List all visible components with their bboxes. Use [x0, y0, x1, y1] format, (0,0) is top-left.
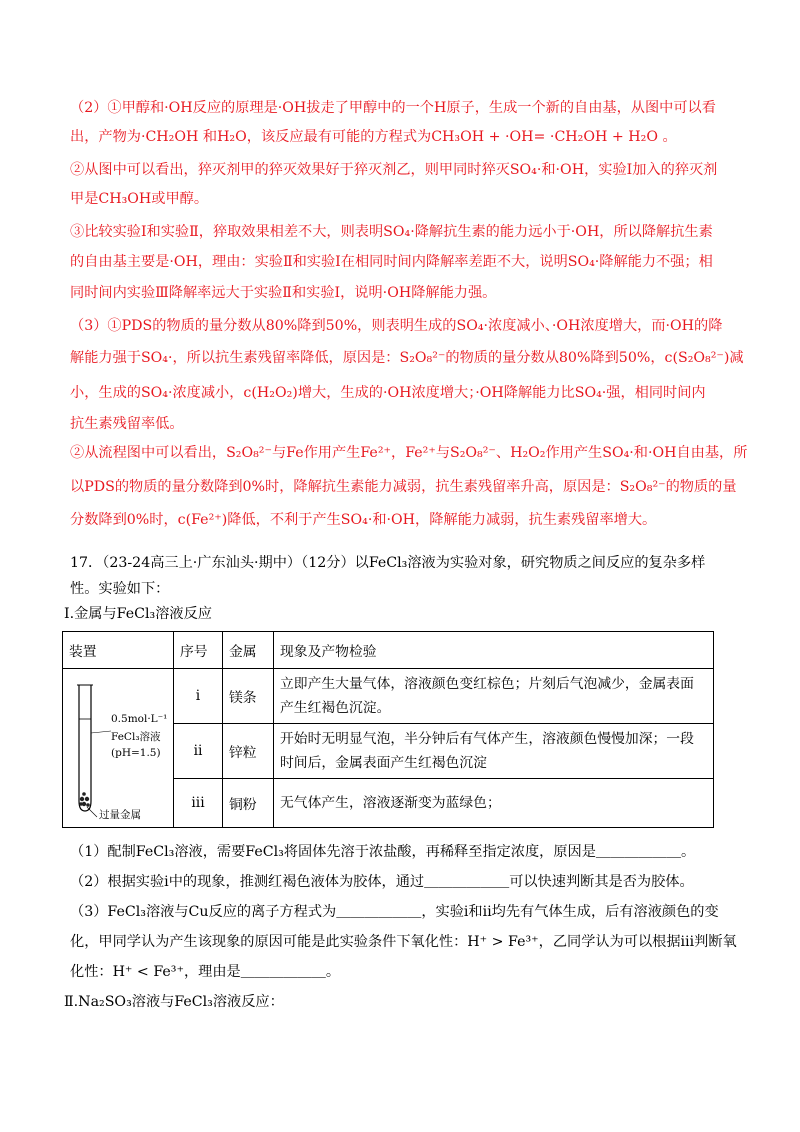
answer-3-2-line3: 分数降到0%时，c(Fe²⁺)降低，不利于产生SO₄·和·OH，降解能力减弱，抗生素残留率增大。 — [70, 512, 657, 528]
row-3-metal: 铜粉 — [223, 779, 274, 828]
row-3-observation: 无气体产生，溶液逐渐变为蓝绿色； — [274, 779, 714, 828]
answer-2-1-line2: 出，产物为·CH₂OH 和H₂O，该反应最有可能的方程式为CH₃OH + ·OH= ·CH₂OH + H₂O 。 — [70, 129, 677, 145]
question-17-intro-line2: 性。实验如下： — [70, 581, 170, 597]
row-2-number: ii — [174, 724, 223, 779]
section-2-heading: Ⅱ.Na₂SO₃溶液与FeCl₃溶液反应： — [64, 994, 284, 1010]
question-17-part-3-line2: 化，甲同学认为产生该现象的原因可能是此实验条件下氧化性：H⁺ > Fe³⁺，乙同学认为可以根据ⅲ判断氧 — [70, 934, 737, 950]
row-1-metal: 镁条 — [223, 669, 274, 724]
question-17-part-2: （2）根据实验ⅰ中的现象，推测红褐色液体为胶体，通过＿＿＿＿＿＿可以快速判断其是否为胶体。 — [70, 874, 694, 890]
section-1-heading: Ⅰ.金属与FeCl₃溶液反应 — [64, 606, 212, 622]
row-2-metal: 锌粒 — [223, 724, 274, 779]
answer-3-1-line1: （3）①PDS的物质的量分数从80%降到50%，则表明生成的SO₄·浓度减小、·OH浓度增大，而·OH的降 — [70, 318, 723, 334]
answer-3-2-line1: ②从流程图中可以看出，S₂O₈²⁻与Fe作用产生Fe²⁺，Fe²⁺与S₂O₈²⁻、H₂O₂作用产生SO₄·和·OH自由基，所 — [70, 445, 748, 461]
answer-3-2-line2: 以PDS的物质的量分数降到0%时，降解抗生素能力减弱，抗生素残留率升高，原因是：S₂O₈²⁻的物质的量 — [70, 479, 737, 495]
table-header-observation: 现象及产物检验 — [274, 632, 714, 669]
table-header-number: 序号 — [174, 632, 223, 669]
test-tube-diagram — [63, 673, 173, 823]
answer-3-1-line2: 解能力强于SO₄·，所以抗生素残留率降低，原因是：S₂O₈²⁻的物质的量分数从80%降到50%，c(S₂O₈²⁻)减 — [70, 350, 744, 366]
row-2-observation: 开始时无明显气泡，半分钟后有气体产生，溶液颜色慢慢加深；一段时间后，金属表面产生红褐色沉淀 — [274, 724, 714, 779]
question-17-part-3-line1: （3）FeCl₃溶液与Cu反应的离子方程式为＿＿＿＿＿＿，实验ⅰ和ⅱ均先有气体生成，后有溶液颜色的变 — [70, 904, 719, 920]
experiment-table — [62, 631, 714, 828]
answer-2-2-line2: 甲是CH₃OH或甲醇。 — [70, 191, 209, 207]
row-1-number: i — [174, 669, 223, 724]
answer-2-3-line2: 的自由基主要是·OH，理由：实验Ⅱ和实验Ⅰ在相同时间内降解率差距不大，说明SO₄·降解能力不强；相 — [70, 254, 713, 270]
row-1-observation: 立即产生大量气体，溶液颜色变红棕色；片刻后气泡减少，金属表面产生红褐色沉淀。 — [274, 669, 714, 724]
answer-3-1-line3: 小，生成的SO₄·浓度减小，c(H₂O₂)增大，生成的·OH浓度增大；·OH降解能力比SO₄·强，相同时间内 — [70, 385, 706, 401]
table-header-apparatus: 装置 — [63, 632, 174, 669]
apparatus-cell — [63, 669, 174, 828]
apparatus-metal-label: 过量金属 — [99, 809, 141, 821]
table-header-metal: 金属 — [223, 632, 274, 669]
answer-2-3-line3: 同时间内实验Ⅲ降解率远大于实验Ⅱ和实验Ⅰ，说明·OH降解能力强。 — [70, 285, 497, 301]
apparatus-concentration-label: 0.5mol·L⁻¹ — [111, 713, 168, 725]
answer-2-2-line1: ②从图中可以看出，猝灭剂甲的猝灭效果好于猝灭剂乙，则甲同时猝灭SO₄·和·OH，实验Ⅰ加入的猝灭剂 — [70, 162, 718, 178]
question-17-intro-line1: 17．（23-24高三上·广东汕头·期中）（12分）以FeCl₃溶液为实验对象，研究物质之间反应的复杂多样 — [70, 555, 706, 571]
question-17-part-1: （1）配制FeCl₃溶液，需要FeCl₃将固体先溶于浓盐酸，再稀释至指定浓度，原因是＿＿＿＿＿＿。 — [70, 844, 696, 860]
row-3-number: iii — [174, 779, 223, 828]
answer-3-1-line4: 抗生素残留率低。 — [70, 416, 184, 432]
question-17-part-3-line3: 化性：H⁺ < Fe³⁺，理由是＿＿＿＿＿＿。 — [70, 964, 341, 980]
apparatus-ph-label: (pH=1.5) — [111, 747, 161, 759]
answer-2-1-line1: （2）①甲醇和·OH反应的原理是·OH拔走了甲醇中的一个H原子，生成一个新的自由基，从图中可以看 — [70, 100, 716, 116]
answer-2-3-line1: ③比较实验Ⅰ和实验Ⅱ，猝取效果相差不大，则表明SO₄·降解抗生素的能力远小于·OH，所以降解抗生素 — [70, 224, 713, 240]
apparatus-solution-label: FeCl₃溶液 — [111, 731, 161, 743]
